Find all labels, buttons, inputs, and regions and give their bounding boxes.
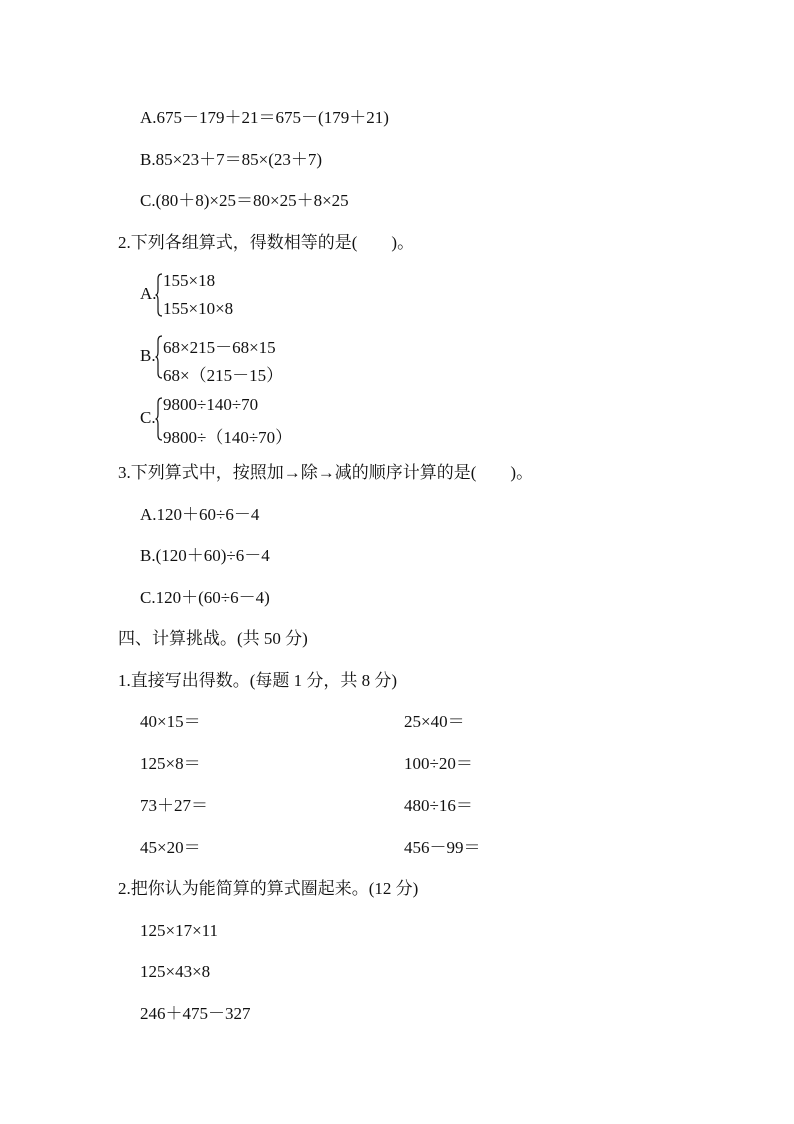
calc-item: 100÷20＝ (404, 754, 473, 773)
q3-option-b: B.(120＋60)÷6－4 (140, 546, 270, 565)
simplify-item: 125×43×8 (140, 962, 211, 981)
part2-stem: 2.把你认为能简算的算式圈起来。(12 分) (118, 879, 419, 898)
option-line-1: 155×18 (163, 271, 216, 290)
q2-option-a (140, 273, 340, 317)
option-line-2: 155×10×8 (163, 299, 234, 318)
q3-stem: 3.下列算式中，按照加→除→减的顺序计算的是( )。 (118, 463, 534, 482)
calc-item: 456－99＝ (404, 838, 481, 857)
q3-option-a: A.120＋60÷6－4 (140, 505, 260, 524)
option-letter: C. (140, 408, 156, 427)
q1-option-c: C.(80＋8)×25＝80×25＋8×25 (140, 191, 349, 210)
left-brace-icon (155, 273, 163, 317)
q1-option-a: A.675－179＋21＝675－(179＋21) (140, 108, 389, 127)
calc-item: 40×15＝ (140, 712, 201, 731)
section-title: 四、计算挑战。(共 50 分) (118, 629, 308, 648)
option-letter: B. (140, 346, 156, 365)
left-brace-icon (155, 397, 163, 441)
option-letter: A. (140, 284, 157, 303)
part1-stem: 1.直接写出得数。(每题 1 分，共 8 分) (118, 671, 398, 690)
calc-item: 45×20＝ (140, 838, 201, 857)
q3-option-c: C.120＋(60÷6－4) (140, 588, 270, 607)
simplify-item: 125×17×11 (140, 921, 219, 940)
option-line-2: 9800÷（140÷70） (163, 428, 293, 447)
q2-option-b (140, 335, 340, 385)
calc-item: 73＋27＝ (140, 796, 208, 815)
simplify-item: 246＋475－327 (140, 1004, 251, 1023)
calc-item: 25×40＝ (404, 712, 465, 731)
calc-item: 125×8＝ (140, 754, 201, 773)
option-line-1: 9800÷140÷70 (163, 395, 259, 414)
left-brace-icon (155, 335, 163, 379)
q1-option-b: B.85×23＋7＝85×(23＋7) (140, 150, 323, 169)
q2-option-c (140, 395, 340, 447)
q2-stem: 2.下列各组算式，得数相等的是( )。 (118, 233, 415, 252)
calc-item: 480÷16＝ (404, 796, 473, 815)
option-line-2: 68×（215－15） (163, 366, 284, 385)
option-line-1: 68×215－68×15 (163, 338, 276, 357)
